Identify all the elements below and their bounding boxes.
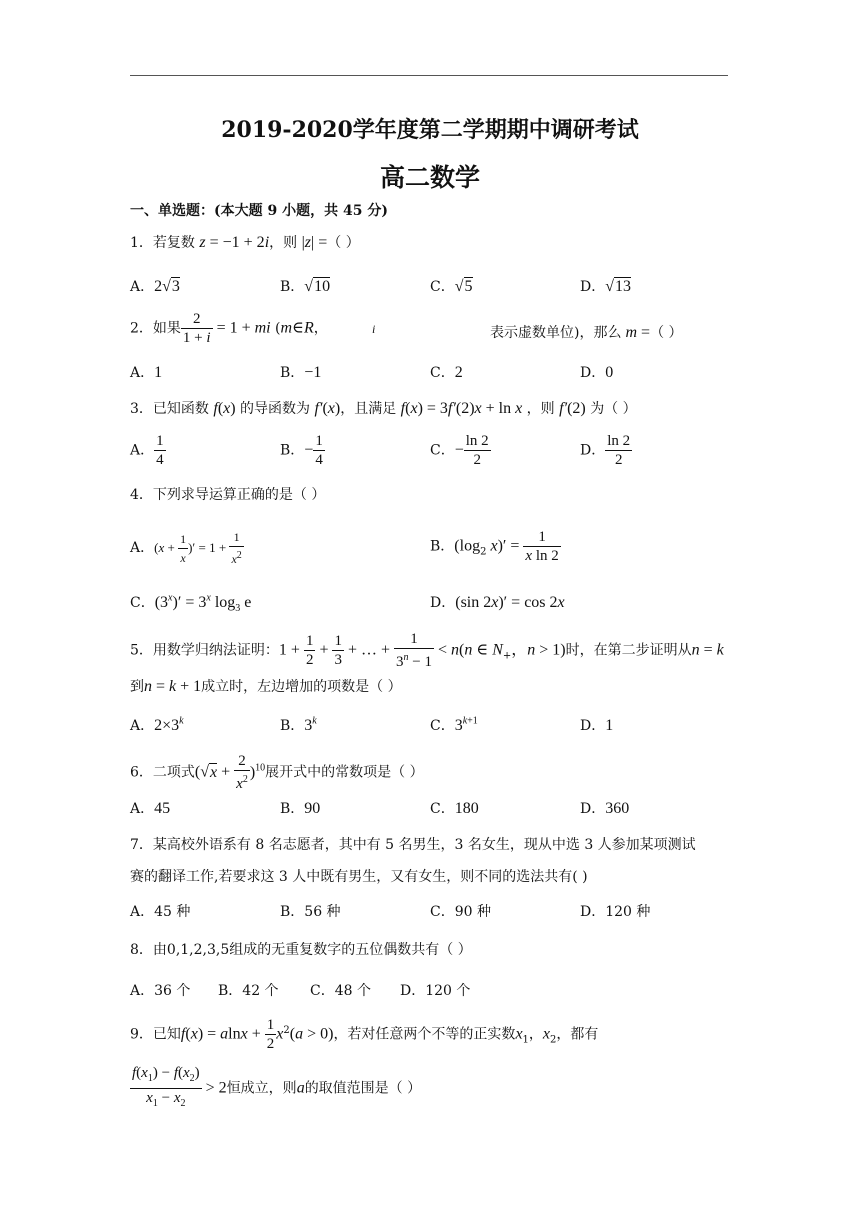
question-5-stem-line2: 到n = k + 1成立时，左边增加的项数是（ ） xyxy=(130,678,402,695)
question-9-stem-line2: $\frac{f(x_1) - f(x_2)}{x_1 - x_2}$ > 2恒成立，则a的取值范围是（ ） xyxy=(132,1065,422,1109)
question-8-option-d: D．120 个 xyxy=(400,983,471,999)
question-2-option-a: A．1 xyxy=(130,364,163,381)
question-3-option-b: B．− $\frac{1}{4}$ xyxy=(280,433,323,468)
question-9-stem: 9．已知f(x) = alnx + $\frac{1}{2}$ $x^2(a > 0)$，若对任意两个不等的正实数$x_1$，$x_2$，都有 xyxy=(130,1017,599,1052)
question-7-option-c: C．90 种 xyxy=(430,904,491,920)
question-7-stem: 7．某高校外语系有 8 名志愿者，其中有 5 名男生，3 名女生，现从中选 3 人参加某项测试 xyxy=(130,837,696,853)
question-1-option-c: C．√5 xyxy=(430,278,473,295)
question-6-stem: 6．二项式(√x + $\frac{2}{x^2}$ )$^{10}$展开式中的常数项是（ ） xyxy=(130,753,424,792)
question-1-option-a: A．2√3 xyxy=(130,278,180,295)
exam-subject: 高二数学 xyxy=(379,163,480,192)
question-6-option-d: D．360 xyxy=(580,800,630,817)
question-2-imaginary-symbol: i xyxy=(372,322,376,336)
section-heading: 一、单选题：(本大题 9 小题，共 45 分) xyxy=(130,203,388,219)
question-6-option-b: B．90 xyxy=(280,800,321,817)
question-7-option-d: D．120 种 xyxy=(580,904,651,920)
question-7-stem-line2: 赛的翻译工作,若要求这 3 人中既有男生，又有女生，则不同的选法共有( ) xyxy=(130,869,588,885)
question-8-stem: 8．由0,1,2,3,5组成的无重复数字的五位偶数共有（ ） xyxy=(130,942,472,958)
question-4-option-a: A．(x + $\frac{1}{x}$ )′ = 1 + $\frac{1}{x^2}$ xyxy=(130,530,242,566)
question-2-stem: 2．如果 $\frac{2}{1 + i}$ = 1 + mi (m∈R， xyxy=(130,311,328,346)
question-8-option-c: C．48 个 xyxy=(310,983,371,999)
question-4-option-b: B．($\log_2$ x)′ = $\frac{1}{\text{x ln 2}}$ xyxy=(430,529,559,564)
exam-title: 2019-2020学年度第二学期期中调研考试 xyxy=(221,117,639,143)
question-5-option-a: A．$2\times 3^k$ xyxy=(130,715,184,734)
question-4-option-c: C．$(3^x)' = 3^x$ $\log_3 e$ xyxy=(130,592,252,615)
question-5-option-c: C．$3^{k+1}$ xyxy=(430,715,478,734)
question-8-option-b: B．42 个 xyxy=(218,983,279,999)
question-3-option-c: C．− $\frac{\ln 2}{2}$ xyxy=(430,433,489,468)
header-rule xyxy=(130,75,728,76)
question-6-option-a: A．45 xyxy=(130,800,171,817)
question-7-option-b: B．56 种 xyxy=(280,904,341,920)
question-5-option-b: B．3$^k$ xyxy=(280,715,317,734)
question-2-option-b: B．−1 xyxy=(280,364,322,381)
question-1-option-d: D．√13 xyxy=(580,278,632,295)
question-1-stem: 1．若复数 z = −1 + 2i，则 |z| =（ ） xyxy=(130,234,360,251)
question-2-stem-tail: 表示虚数单位)，那么 m =（ ） xyxy=(490,324,683,341)
question-2-option-d: D．0 xyxy=(580,364,614,381)
question-4-stem: 4．下列求导运算正确的是（ ） xyxy=(130,487,326,503)
question-6-option-c: C．180 xyxy=(430,800,479,817)
question-4-option-d: D．(sin 2x)′ = cos 2x xyxy=(430,594,565,611)
question-5-option-d: D．1 xyxy=(580,717,614,734)
question-3-option-d: D． $\frac{\ln 2}{2}$ xyxy=(580,433,631,468)
question-8-option-a: A．36 个 xyxy=(130,983,191,999)
question-3-option-a: A． $\frac{1}{4}$ xyxy=(130,433,164,468)
question-1-option-b: B．√10 xyxy=(280,278,331,295)
question-5-stem: 5．用数学归纳法证明：1 + $\frac{1}{2}$ + $\frac{1}{3}$ + … + $\frac{1}{3^n - 1}$ < n(n ∈ $N_+$，n > 1)时，在第二步证明从n = k xyxy=(130,631,724,670)
question-2-option-c: C．2 xyxy=(430,364,463,381)
question-7-option-a: A．45 种 xyxy=(130,904,191,920)
question-3-stem: 3．已知函数 f(x) 的导函数为 f′(x)，且满足 f(x) = 3f′(2)x + ln x ，则 f′(2) 为（ ） xyxy=(130,400,637,417)
